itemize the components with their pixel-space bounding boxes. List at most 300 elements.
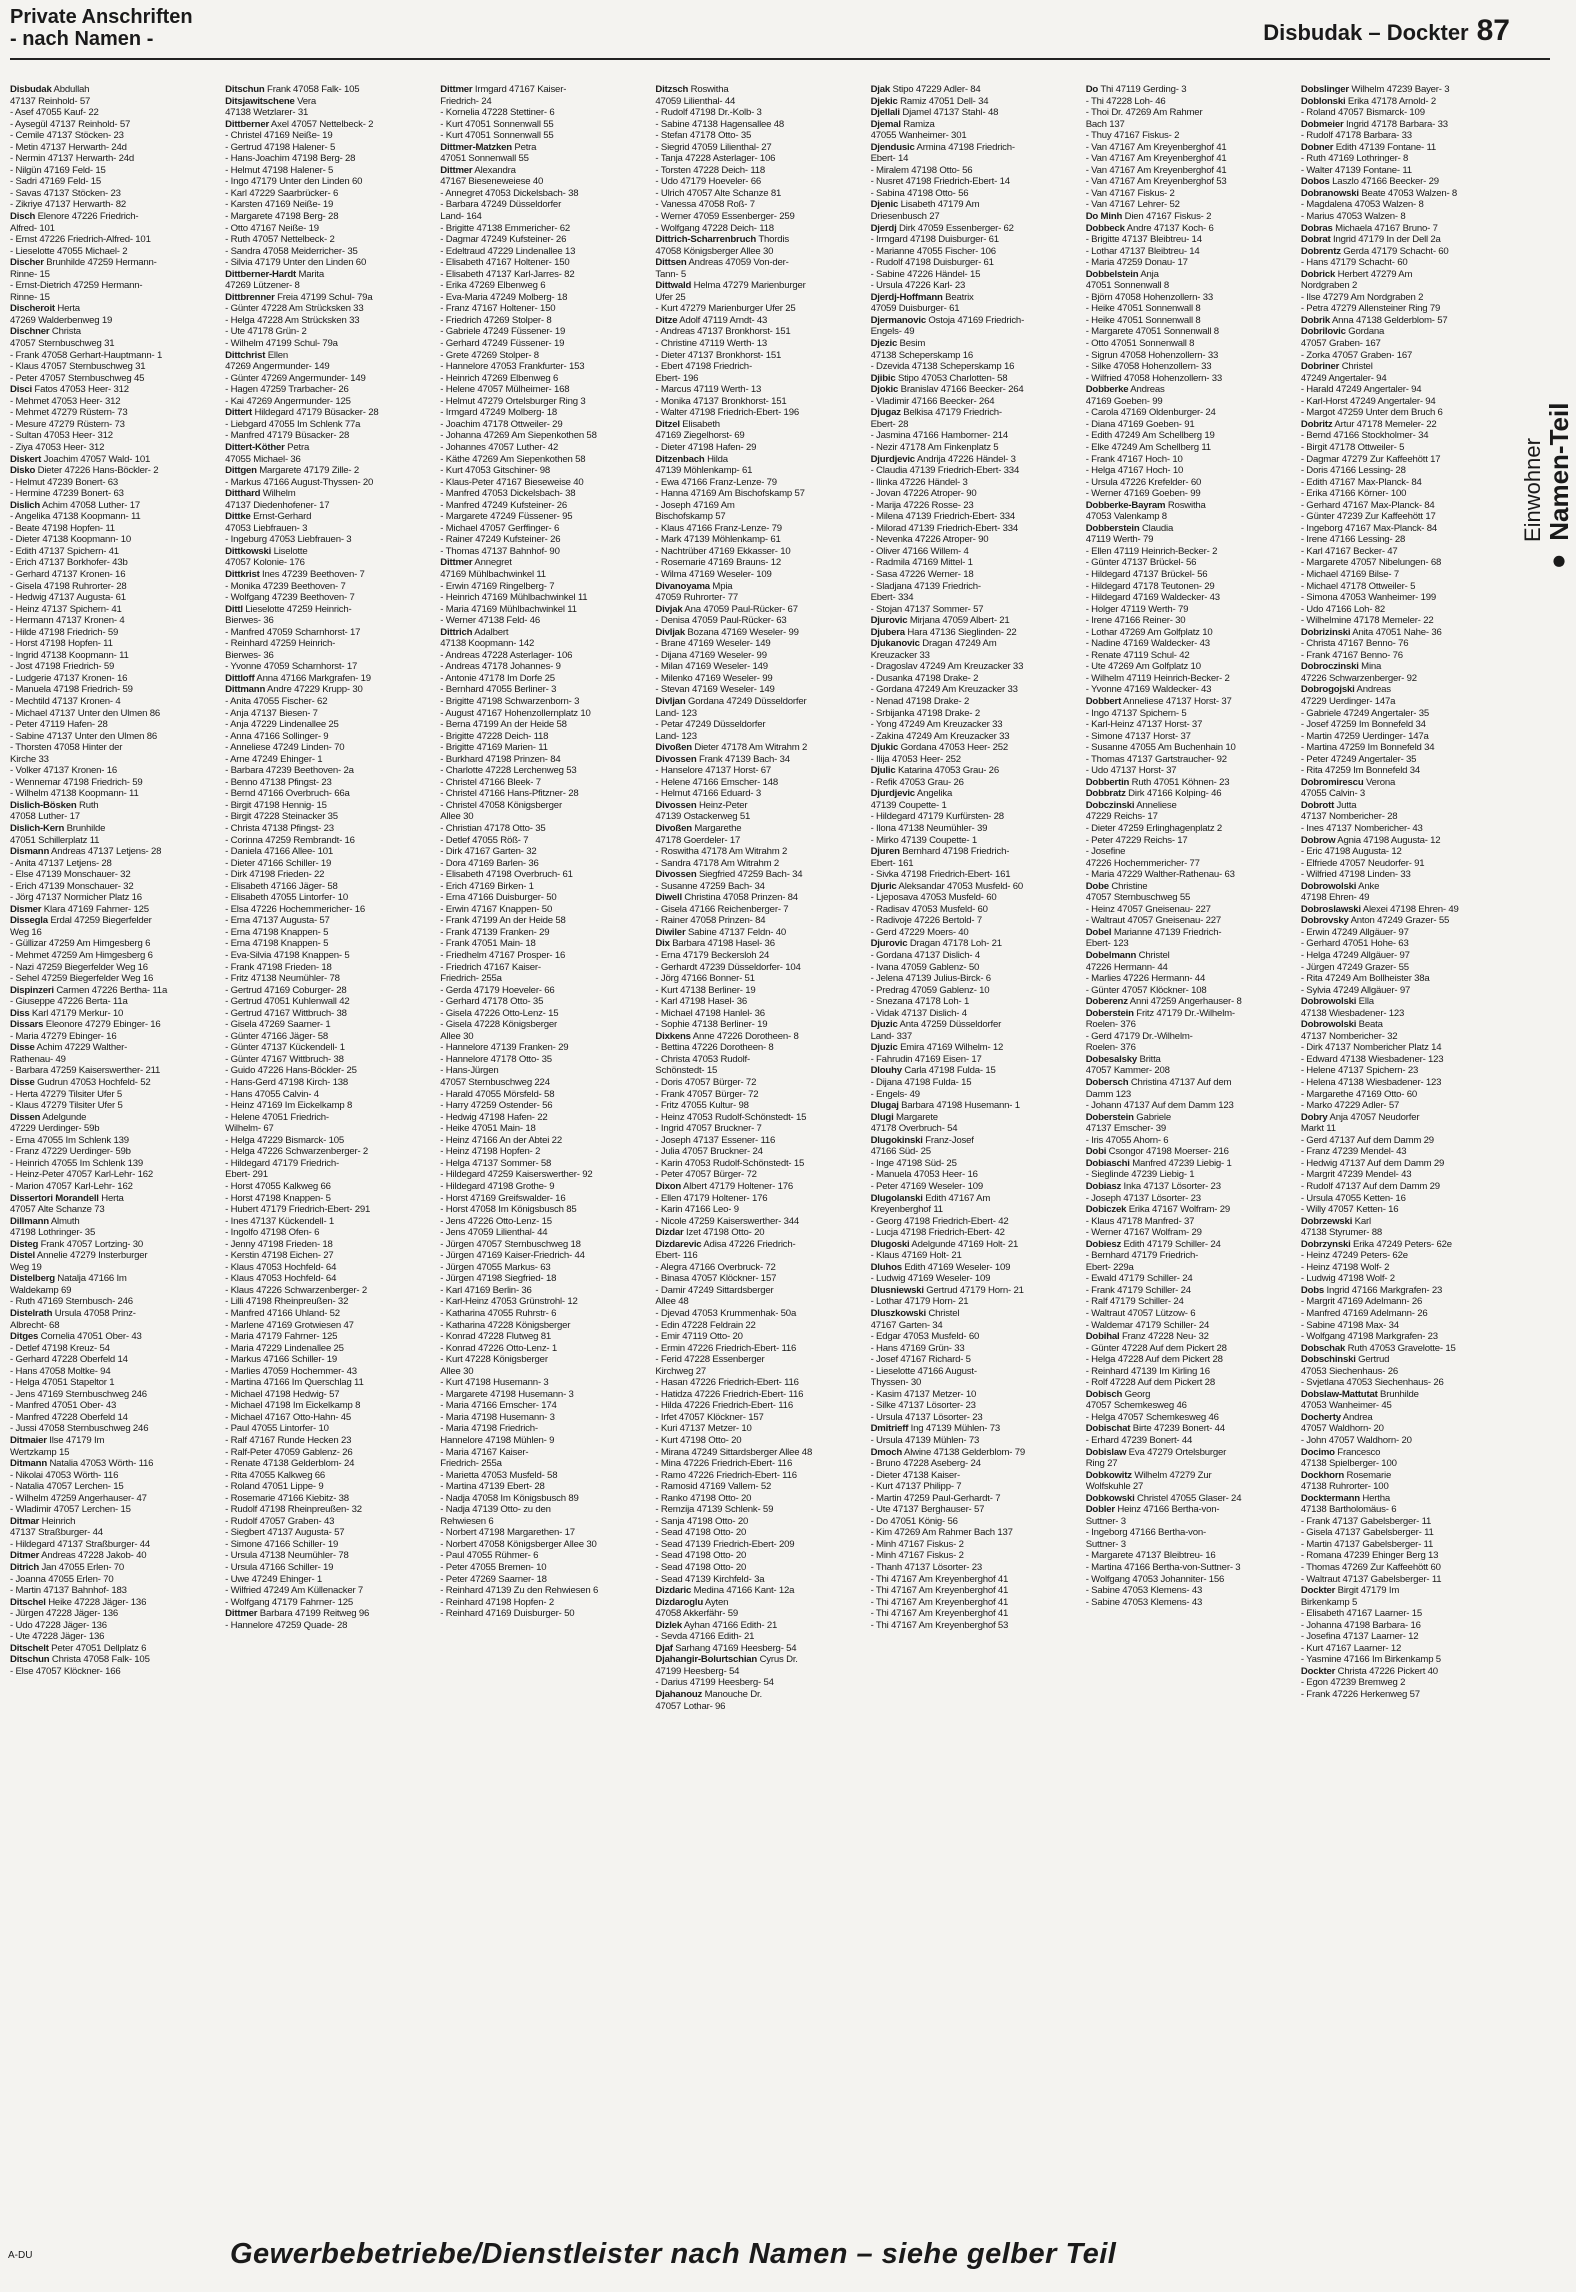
directory-entry: Diwell Christina 47058 Prinzen- 84 xyxy=(655,892,798,904)
directory-entry: Ebert- 14 xyxy=(870,153,909,165)
directory-entry: - Waltraut 47057 Gneisenau- 227 xyxy=(1085,915,1222,927)
directory-entry: - Stojan 47137 Sommer- 57 xyxy=(870,603,984,615)
directory-entry: - Michael 47198 Hanlel- 36 xyxy=(655,1007,765,1019)
directory-entry: - Käthe 47269 Am Siepenkothen 58 xyxy=(440,453,586,465)
directory-entry: - Ursula 47055 Ketten- 16 xyxy=(1300,1192,1406,1204)
directory-entry: - Van 47167 Am Kreyenberghof 53 xyxy=(1085,176,1227,188)
directory-entry: - Edith 47249 Am Schellberg 19 xyxy=(1085,430,1215,442)
directory-entry: Dispinzeri Carmen 47226 Bertha- 11a xyxy=(10,984,168,996)
directory-entry: 47269 Angermunder- 149 xyxy=(225,361,330,373)
directory-entry: - Gertrud 47198 Halener- 5 xyxy=(225,141,336,153)
directory-entry: - Manfred 47169 Adelmann- 26 xyxy=(1300,1307,1428,1319)
directory-entry: - Ebert 47198 Friedrich- xyxy=(655,361,752,373)
directory-entry: - Frank 47167 Hoch- 10 xyxy=(1085,453,1183,465)
page-header xyxy=(10,6,1550,60)
directory-entry: - Peter 47249 Angertaler- 35 xyxy=(1300,753,1417,765)
directory-entry: Djuzic Anta 47259 Düsseldorfer xyxy=(870,1019,1002,1031)
directory-entry: - Maria 47167 Kaiser- xyxy=(440,1446,529,1458)
directory-entry: - Ruth 47169 Sternbusch- 246 xyxy=(10,1296,133,1308)
directory-entry: - Berna 47199 An der Heide 58 xyxy=(440,719,567,731)
directory-entry: - Erna 47198 Knappen- 5 xyxy=(225,938,329,950)
directory-entry: - Helene 47051 Friedrich- xyxy=(225,1111,329,1123)
directory-entry: - Hans-Joachim 47198 Berg- 28 xyxy=(225,153,356,165)
directory-entry: Rinne- 15 xyxy=(10,291,50,303)
directory-entry: - Hermine 47239 Bonert- 63 xyxy=(10,488,124,500)
directory-entry: - Ellen 47119 Heinrich-Becker- 2 xyxy=(1085,545,1218,557)
directory-entry: Ditthard Wilhelm xyxy=(225,488,296,500)
directory-entry: - Predrag 47059 Gablenz- 10 xyxy=(870,984,990,996)
directory-entry: - Hilda 47226 Friedrich-Ebert- 116 xyxy=(655,1400,793,1412)
directory-entry: - Hermann 47137 Kronen- 4 xyxy=(10,615,125,627)
directory-entry: - Siegbert 47137 Augusta- 57 xyxy=(225,1527,345,1539)
directory-entry: Djellali Djamel 47137 Stahl- 48 xyxy=(870,107,999,119)
directory-entry: Djekic Ramiz 47051 Dell- 34 xyxy=(870,95,989,107)
directory-entry: - Martina 47166 Bertha-von-Suttner- 3 xyxy=(1085,1562,1241,1573)
directory-entry: - Margarete 47249 Füssener- 95 xyxy=(440,511,573,523)
directory-entry: 47138 Koopmann- 142 xyxy=(440,638,535,650)
directory-entry: Dobriner Christel xyxy=(1300,361,1373,373)
directory-entry: - Van 47167 Am Kreyenberghof 41 xyxy=(1085,164,1227,176)
directory-entry: - Jürgen 47055 Markus- 63 xyxy=(440,1261,551,1273)
directory-entry: - Gordana 47137 Dislich- 4 xyxy=(870,950,981,962)
directory-entry: - Gerd 47179 Dr.-Wilhelm- xyxy=(1085,1030,1193,1042)
directory-entry: - Engels- 49 xyxy=(870,1088,920,1100)
directory-entry: Dobrzynski Erika 47249 Peters- 62e xyxy=(1300,1238,1452,1250)
directory-entry: Dittrich Adalbert xyxy=(440,626,509,638)
directory-entry: - Margot 47259 Unter dem Bruch 6 xyxy=(1300,407,1443,419)
directory-entry: - Thomas 47137 Bahnhof- 90 xyxy=(440,545,560,557)
directory-entry: Dobrilovic Gordana xyxy=(1300,326,1385,338)
directory-entry: - Lothar 47179 Horn- 21 xyxy=(870,1296,969,1308)
directory-entry: Dittmer Irmgard 47167 Kaiser- xyxy=(440,84,567,95)
directory-entry: Hannelore 47198 Mühlen- 9 xyxy=(440,1434,555,1446)
directory-entry: - Jens 47059 Lilienthal- 44 xyxy=(440,1227,548,1239)
directory-entry: 47119 Werth- 79 xyxy=(1085,534,1154,546)
directory-entry: 47229 Reichs- 17 xyxy=(1085,811,1158,823)
directory-entry: - Ute 47269 Am Golfplatz 10 xyxy=(1085,661,1201,673)
directory-entry: Dockter Birgit 47179 Im xyxy=(1300,1585,1400,1597)
directory-entry: Dischner Christa xyxy=(10,326,81,338)
directory-entry: - Erna 47055 Im Schlenk 139 xyxy=(10,1134,129,1146)
directory-entry: - Lieselotte 47166 August- xyxy=(870,1365,977,1377)
directory-entry: - Helene 47137 Spichern- 23 xyxy=(1300,1065,1419,1077)
directory-entry: Land- 164 xyxy=(440,211,482,223)
directory-entry: - Kurt 47198 Otto- 20 xyxy=(655,1434,742,1446)
directory-entry: - Erich 47139 Monschauer- 32 xyxy=(10,880,134,892)
directory-entry: - Svjetlana 47053 Siechenhaus- 26 xyxy=(1300,1377,1444,1389)
directory-entry: - Friedhelm 47167 Prosper- 16 xyxy=(440,950,566,962)
directory-entry: - Peter 47169 Weseler- 109 xyxy=(870,1180,984,1192)
directory-entry: - Erna 47137 Augusta- 57 xyxy=(225,915,330,927)
directory-entry: - Susanne 47055 Am Buchenhain 10 xyxy=(1085,742,1236,754)
directory-entry: - Hildegard 47179 Friedrich- xyxy=(225,1157,339,1169)
directory-entry: - Werner 47169 Goeben- 99 xyxy=(1085,488,1201,500)
directory-entry: 47057 Schemkesweg 46 xyxy=(1085,1400,1187,1412)
directory-entry: Do Minh Dien 47167 Fiskus- 2 xyxy=(1085,211,1212,223)
directory-entry: - Savas 47137 Stöcken- 23 xyxy=(10,187,121,199)
directory-entry: - Wilhelm 47119 Heinrich-Becker- 2 xyxy=(1085,672,1230,684)
directory-entry: - Marianne 47055 Fischer- 106 xyxy=(870,245,996,257)
directory-entry: Dittl Lieselotte 47259 Heinrich- xyxy=(225,603,352,615)
directory-entry: - Vladimir 47166 Beecker- 264 xyxy=(870,395,995,407)
directory-entry: - Reinhard 47169 Duisburger- 50 xyxy=(440,1608,575,1620)
directory-entry: - Konrad 47228 Flutweg 81 xyxy=(440,1331,552,1343)
directory-entry: - Gerhard 47167 Max-Planck- 84 xyxy=(1300,499,1435,511)
directory-entry: - Silke 47137 Lösorter- 23 xyxy=(870,1400,976,1412)
directory-entry: - Ursula 47226 Krefelder- 60 xyxy=(1085,476,1202,488)
directory-entry: - Anita 47137 Letjens- 28 xyxy=(10,857,112,869)
directory-entry: Rehwiesen 6 xyxy=(440,1515,494,1527)
directory-entry: Dizdaroglu Ayten xyxy=(655,1596,729,1608)
directory-entry: 47053 Siechenhaus- 26 xyxy=(1300,1365,1398,1377)
directory-entry: - Brigitte 47198 Schwarzenborn- 3 xyxy=(440,695,580,707)
directory-entry: - Bernd 47166 Overbruch- 66a xyxy=(225,788,350,800)
directory-entry: Ditzenbach Hilda xyxy=(655,453,728,465)
directory-entry: Diskert Joachim 47057 Wald- 101 xyxy=(10,453,151,465)
directory-entry: 47167 Bieseneweiese 40 xyxy=(440,176,544,188)
directory-entry: - Aysegül 47137 Reinhold- 57 xyxy=(10,118,131,130)
directory-entry: - Reinhard 47198 Hopfen- 2 xyxy=(440,1596,555,1608)
directory-entry: - Kuri 47137 Metzer- 10 xyxy=(655,1423,752,1435)
directory-entry: - Margarethe 47169 Otto- 60 xyxy=(1300,1088,1418,1100)
directory-entry: - Zakina 47249 Am Kreuzacker 33 xyxy=(870,730,1010,742)
directory-entry: Albrecht- 68 xyxy=(10,1319,60,1331)
directory-entry: Dlugolanski Edith 47167 Am xyxy=(870,1192,991,1204)
directory-entry: 47057 Waldhorn- 20 xyxy=(1300,1423,1384,1435)
directory-entry: - Silvia 47179 Unter den Linden 60 xyxy=(225,257,367,269)
directory-entry: - Michael 47137 Unter den Ulmen 86 xyxy=(10,707,160,719)
directory-entry: - Ilona 47138 Neumühler- 39 xyxy=(870,823,988,834)
directory-entry: - Do 47051 König- 56 xyxy=(870,1515,958,1527)
directory-entry: - Jürgen 47169 Kaiser-Friedrich- 44 xyxy=(440,1250,585,1262)
directory-entry: 47226 Hermann- 44 xyxy=(1085,961,1168,973)
directory-entry: - Christa 47053 Rudolf- xyxy=(655,1053,751,1065)
directory-entry: 47178 Goerdeler- 17 xyxy=(655,834,741,846)
directory-entry: - Jasmina 47166 Hamborner- 214 xyxy=(870,430,1009,442)
directory-entry: Land- 123 xyxy=(655,730,697,742)
directory-entry: - Horst 47198 Knappen- 5 xyxy=(225,1192,331,1204)
directory-entry: - Sivka 47198 Friedrich-Ebert- 161 xyxy=(870,869,1011,881)
directory-entry: - Dirk 47167 Garten- 32 xyxy=(440,846,537,858)
directory-entry: - Christel 47058 Königsberger xyxy=(440,799,562,811)
directory-entry: - Rudolf 47198 Dr.-Kolb- 3 xyxy=(655,107,762,119)
directory-entry: - Hildegard 47178 Teutonen- 29 xyxy=(1085,580,1215,592)
directory-entry: - Horst 47058 Im Königsbusch 85 xyxy=(440,1204,577,1216)
directory-entry: - Refik 47053 Grau- 26 xyxy=(870,776,964,788)
directory-entry: Dittmer Barbara 47199 Reitweg 96 xyxy=(225,1608,370,1620)
directory-entry: Dobrzewski Karl xyxy=(1300,1215,1371,1227)
directory-entry: - Liebgard 47055 Im Schlenk 77a xyxy=(225,418,361,430)
directory-entry: Dobrowolski Anke xyxy=(1300,880,1380,892)
directory-entry: - Ursula 47138 Neumühler- 78 xyxy=(225,1550,349,1562)
directory-entry: - Friedrich 47269 Stolper- 8 xyxy=(440,314,552,326)
directory-entry: 47057 Sternbuschweg 224 xyxy=(440,1077,550,1089)
directory-entry: - Lieselotte 47055 Michael- 2 xyxy=(10,245,128,257)
directory-entry: - Lothar 47269 Am Golfplatz 10 xyxy=(1085,626,1213,638)
directory-entry: - Margarete 47198 Husemann- 3 xyxy=(440,1388,574,1400)
directory-entry: - Hildegard 47137 Straßburger- 44 xyxy=(10,1538,151,1550)
directory-entry: Djuren Bernhard 47198 Friedrich- xyxy=(870,846,1010,858)
directory-entry: - Holger 47119 Werth- 79 xyxy=(1085,603,1189,615)
directory-entry: Divljan Gordana 47249 Düsseldorfer xyxy=(655,695,807,707)
directory-entry: - Gerhard 47228 Oberfeld 14 xyxy=(10,1354,128,1366)
directory-entry: - Ramo 47226 Friedrich-Ebert- 116 xyxy=(655,1469,797,1481)
directory-entry: Ufer 25 xyxy=(655,291,686,303)
directory-entry: - Margarete 47051 Sonnenwall 8 xyxy=(1085,326,1219,338)
directory-entry: Driesenbusch 27 xyxy=(870,211,940,223)
directory-entry: - Hannelore 47259 Quade- 28 xyxy=(225,1619,348,1631)
directory-entry: - Erwin 47167 Knappen- 50 xyxy=(440,903,553,915)
directory-entry: - Susanne 47259 Bach- 34 xyxy=(655,880,765,892)
directory-entry: - Anna 47166 Sollinger- 9 xyxy=(225,730,329,742)
directory-entry: - Gerhard 47137 Kronen- 16 xyxy=(10,568,126,580)
directory-entry: - Elsa 47226 Hochemmericher- 16 xyxy=(225,903,366,915)
directory-entry: - Erich 47137 Borkhofer- 43b xyxy=(10,557,128,569)
directory-entry: - Güllizar 47259 Am Himgesberg 6 xyxy=(10,938,151,950)
directory-entry: - Norbert 47198 Margarethen- 17 xyxy=(440,1527,575,1539)
directory-entry: - Frank 47179 Schiller- 24 xyxy=(1085,1284,1191,1296)
directory-entry: - Rudolf 47057 Graben- 43 xyxy=(225,1515,335,1527)
directory-entry: - Ingolfo 47198 Ofen- 6 xyxy=(225,1227,320,1239)
directory-entry: Dobromirescu Verona xyxy=(1300,776,1396,788)
directory-entry: - Michael 47057 Gerffinger- 6 xyxy=(440,522,560,534)
directory-entry: - Kim 47269 Am Rahmer Bach 137 xyxy=(870,1527,1013,1539)
directory-entry: Dlugi Margarete xyxy=(870,1111,938,1123)
directory-entry: Dittbrenner Freia 47199 Schul- 79a xyxy=(225,291,373,303)
directory-entry: - Volker 47137 Kronen- 16 xyxy=(10,765,118,777)
directory-entry: Dobel Marianne 47139 Friedrich- xyxy=(1085,926,1222,938)
directory-entry: - Ludgerie 47137 Kronen- 16 xyxy=(10,672,128,684)
directory-entry: 47178 Overbruch- 54 xyxy=(870,1123,958,1135)
directory-entry: - Ute 47178 Grün- 2 xyxy=(225,326,307,338)
directory-entry: - Gisela 47226 Otto-Lenz- 15 xyxy=(440,1007,559,1019)
directory-entry: - Margarete 47057 Nibelungen- 68 xyxy=(1300,557,1442,569)
directory-entry: - Karl 47169 Berlin- 36 xyxy=(440,1284,532,1296)
directory-entry: Ebert- 229a xyxy=(1085,1261,1134,1273)
directory-entry: - Mehmet 47279 Rüstern- 73 xyxy=(10,407,128,419)
directory-entry: - Nusret 47198 Friedrich-Ebert- 14 xyxy=(870,176,1010,188)
directory-entry: - Jenny 47198 Frieden- 18 xyxy=(225,1238,333,1250)
directory-entry: Dobi Csongor 47198 Moerser- 216 xyxy=(1085,1146,1229,1158)
directory-entry: - Waldemar 47179 Schiller- 24 xyxy=(1085,1319,1210,1331)
directory-entry: 47053 Liebfrauen- 3 xyxy=(225,522,308,534)
directory-entry: - Ute 47228 Jäger- 136 xyxy=(10,1631,105,1643)
directory-entry: - Karsten 47169 Neiße- 19 xyxy=(225,199,334,211)
directory-entry: - Marlies 47226 Hermann- 44 xyxy=(1085,973,1206,985)
directory-entry: - Waltraut 47057 Lützow- 6 xyxy=(1085,1307,1196,1319)
directory-entry: 47138 Wiesbadener- 123 xyxy=(1300,1007,1405,1019)
directory-entry: - Gerhard 47249 Füssener- 19 xyxy=(440,338,565,350)
directory-entry: - Helene 47057 Mülheimer- 168 xyxy=(440,384,570,396)
directory-entry: - Dragoslav 47249 Am Kreuzacker 33 xyxy=(870,661,1024,673)
directory-entry: - Hans 47055 Calvin- 4 xyxy=(225,1088,319,1100)
directory-entry: 47059 Lilienthal- 44 xyxy=(655,95,736,107)
directory-entry: Ebert- 196 xyxy=(655,372,699,384)
directory-entry: - Diana 47169 Goeben- 91 xyxy=(1085,418,1195,430)
directory-entry: Ditsjawitschene Vera xyxy=(225,95,317,107)
directory-entry: - Ursula 47139 Mühlen- 73 xyxy=(870,1434,980,1446)
directory-entry: - Ruth 47057 Nettelbeck- 2 xyxy=(225,234,335,246)
directory-entry: Dislich-Bösken Ruth xyxy=(10,799,99,811)
directory-entry: Dobiesz Edith 47179 Schiller- 24 xyxy=(1085,1238,1221,1250)
directory-entry: Dobroczinski Mina xyxy=(1300,661,1382,673)
directory-entry: - Manfred 47228 Oberfeld 14 xyxy=(10,1411,128,1423)
directory-entry: - Horst 47169 Greifswalder- 16 xyxy=(440,1192,566,1204)
directory-entry: - Margrit 47169 Adelmann- 26 xyxy=(1300,1296,1423,1308)
directory-entry: Dittmann Andre 47229 Krupp- 30 xyxy=(225,684,363,696)
directory-entry: - Manuela 47198 Friedrich- 59 xyxy=(10,684,133,696)
directory-entry: Dobritz Artur 47178 Memeler- 22 xyxy=(1300,418,1437,430)
directory-entry: - Sladjana 47139 Friedrich- xyxy=(870,580,981,592)
directory-entry: Dismer Klara 47169 Fahrner- 125 xyxy=(10,903,149,915)
directory-entry: - Nenad 47198 Drake- 2 xyxy=(870,695,970,707)
directory-entry: 47058 Akkerfähr- 59 xyxy=(655,1608,739,1620)
directory-entry: - Elisabeth 47167 Laarner- 15 xyxy=(1300,1608,1422,1620)
directory-entry: - Elisabeth 47055 Lintorfer- 10 xyxy=(225,892,349,904)
directory-entry: - Kurt 47138 Berliner- 19 xyxy=(655,984,756,996)
directory-entry: - Peter 47057 Bürger- 72 xyxy=(655,1169,757,1181)
directory-entry: - Frank 47226 Herkenweg 57 xyxy=(1300,1689,1420,1701)
directory-entry: Dittloff Anna 47166 Markgrafen- 19 xyxy=(225,672,371,684)
directory-entry: - Nevenka 47226 Atroper- 90 xyxy=(870,534,989,546)
directory-entry: Dlouhy Carla 47198 Fulda- 15 xyxy=(870,1065,996,1077)
directory-entry: Ditmann Natalia 47053 Wörth- 116 xyxy=(10,1458,154,1470)
directory-entry: - Sehel 47259 Biegerfelder Weg 16 xyxy=(10,973,154,985)
directory-entry: Dizlek Ayhan 47166 Edith- 21 xyxy=(655,1619,778,1631)
directory-entry: Dobs Ingrid 47166 Markgrafen- 23 xyxy=(1300,1284,1443,1296)
directory-entry: - Wilma 47169 Weseler- 109 xyxy=(655,568,772,580)
directory-entry: - Gisela 47137 Gabelsberger- 11 xyxy=(1300,1527,1434,1539)
directory-entry: - Anneliese 47249 Linden- 70 xyxy=(225,742,345,754)
directory-entry: - Hildegard 47259 Kaiserswerther- 92 xyxy=(440,1169,593,1181)
directory-entry: - Martina 47259 Im Bonnefeld 34 xyxy=(1300,742,1435,754)
directory-entry: - Katharina 47228 Königsberger xyxy=(440,1319,571,1331)
directory-entry: - Ursula 47137 Lösorter- 23 xyxy=(870,1411,983,1423)
directory-entry: 47137 Nombericher- 32 xyxy=(1300,1030,1398,1042)
directory-entry: - Marion 47057 Karl-Lehr- 162 xyxy=(10,1180,133,1192)
directory-entry: - Ursula 47226 Karl- 23 xyxy=(870,280,966,292)
directory-entry: - Rita 47249 Am Bollheister 38a xyxy=(1300,973,1430,985)
directory-entry: - Georg 47198 Friedrich-Ebert- 42 xyxy=(870,1215,1009,1227)
directory-entry: Nordgraben 2 xyxy=(1300,280,1358,292)
directory-entry: - Udo 47179 Hoeveler- 66 xyxy=(655,176,762,188)
directory-entry: - Peter 47057 Sternbuschweg 45 xyxy=(10,372,145,384)
directory-entry: 47138 Spielberger- 100 xyxy=(1300,1458,1397,1470)
directory-entry: - Willy 47057 Ketten- 16 xyxy=(1300,1204,1399,1216)
directory-entry: - Johanna 47269 Am Siepenkothen 58 xyxy=(440,430,597,442)
directory-entry: 47137 Nombericher- 28 xyxy=(1300,811,1398,823)
directory-entry: - Erwin 47249 Allgäuer- 97 xyxy=(1300,926,1409,938)
directory-entry: - Hagen 47259 Trarbacher- 26 xyxy=(225,384,349,396)
directory-entry: Allee 30 xyxy=(440,1030,474,1042)
directory-entry: Dobiczek Erika 47167 Wolfram- 29 xyxy=(1085,1204,1231,1216)
directory-entry: - Günter 47228 Am Strücksken 33 xyxy=(225,303,364,315)
directory-entry: - Wolfgang 47179 Fahrner- 125 xyxy=(225,1596,354,1608)
directory-entry: - Heinz-Peter 47057 Karl-Lehr- 162 xyxy=(10,1169,154,1181)
directory-entry: - Klaus 47178 Manfred- 37 xyxy=(1085,1215,1195,1227)
directory-entry: - Horst 47198 Hopfen- 11 xyxy=(10,638,113,650)
directory-entry: - Maria 47198 Husemann- 3 xyxy=(440,1411,555,1423)
directory-entry: - Lucja 47198 Friedrich-Ebert- 42 xyxy=(870,1227,1005,1239)
directory-entry: - Romana 47239 Ehinger Berg 13 xyxy=(1300,1550,1439,1562)
directory-entry: - Jelena 47139 Julius-Birck- 6 xyxy=(870,973,991,985)
directory-entry: 47057 Graben- 167 xyxy=(1300,338,1381,350)
directory-entry: - Paul 47055 Lintorfer- 10 xyxy=(225,1423,329,1435)
directory-entry: - Christa 47138 Pfingst- 23 xyxy=(225,823,334,834)
directory-entry: 47055 Wanheimer- 301 xyxy=(870,130,967,142)
directory-entry: Djaf Sarhang 47169 Heesberg- 54 xyxy=(655,1642,797,1654)
directory-entry: - Alegra 47166 Overbruck- 72 xyxy=(655,1261,776,1273)
directory-entry: - Edin 47228 Feldrain 22 xyxy=(655,1319,756,1331)
directory-entry: - Maria 47279 Ebinger- 16 xyxy=(10,1030,117,1042)
directory-entry: - Heinz 47249 Peters- 62e xyxy=(1300,1250,1408,1262)
directory-entry: - Brigitte 47138 Emmericher- 62 xyxy=(440,222,571,234)
directory-entry: 47229 Uerdinger- 147a xyxy=(1300,695,1396,707)
directory-entry: - Monika 47137 Bronkhorst- 151 xyxy=(655,395,787,407)
directory-entry: Dobberke-Bayram Roswitha xyxy=(1085,499,1206,511)
directory-entry: - Mirana 47249 Sittardsberger Allee 48 xyxy=(655,1446,813,1458)
directory-entry: - Renate 47138 Gelderblom- 24 xyxy=(225,1458,355,1470)
directory-entry: - Friedrich 47167 Kaiser- xyxy=(440,961,541,973)
directory-entry: - Doris 47057 Bürger- 72 xyxy=(655,1077,757,1089)
directory-entry: - Yvonne 47059 Scharnhorst- 17 xyxy=(225,661,358,673)
directory-entry: Ditschel Heike 47228 Jäger- 136 xyxy=(10,1596,147,1608)
directory-entry: - Hildegard 47169 Waldecker- 43 xyxy=(1085,592,1220,604)
directory-entry: - Birgit 47198 Hennig- 15 xyxy=(225,799,327,811)
directory-entry: Dobner Edith 47139 Fontane- 11 xyxy=(1300,141,1436,153)
directory-entry: - Ingrid 47057 Bruckner- 7 xyxy=(655,1123,762,1135)
directory-entry: - Marietta 47053 Musfeld- 58 xyxy=(440,1469,558,1481)
directory-entry: - Detlef 47055 Röß- 7 xyxy=(440,834,529,846)
directory-entry: - Wilhelm 47259 Angerhauser- 47 xyxy=(10,1492,147,1504)
directory-entry: - Johannes 47057 Luther- 42 xyxy=(440,441,559,453)
directory-entry: Dobiaschi Manfred 47239 Liebig- 1 xyxy=(1085,1157,1232,1169)
directory-entry: - Helga 47226 Schwarzenberger- 2 xyxy=(225,1146,369,1158)
directory-entry: Friedrich- 24 xyxy=(440,95,492,107)
directory-entry: - Edgar 47053 Musfeld- 60 xyxy=(870,1331,980,1343)
directory-column-6 xyxy=(1086,84,1295,2212)
directory-entry: - Ranko 47198 Otto- 20 xyxy=(655,1492,752,1504)
directory-entry: Dittrich-Scharrenbruch Thordis xyxy=(655,234,789,246)
directory-entry: - Joachim 47178 Ottweiler- 29 xyxy=(440,418,563,430)
directory-column-3 xyxy=(440,84,649,2212)
directory-entry: Distelberg Natalja 47166 Im xyxy=(10,1273,127,1285)
directory-entry: - Roswitha 47178 Am Witrahm 2 xyxy=(655,846,788,858)
directory-entry: - Nazi 47259 Biegerfelder Weg 16 xyxy=(10,961,148,973)
directory-entry: - Klaus 47226 Schwarzenberger- 2 xyxy=(225,1284,367,1296)
directory-entry: Docktermann Hertha xyxy=(1300,1492,1391,1504)
directory-entry: - Heinz 47169 Im Eickelkamp 8 xyxy=(225,1100,353,1112)
directory-entry: 47139 Möhlenkamp- 61 xyxy=(655,465,753,477)
directory-entry: Dismann Andreas 47137 Letjens- 28 xyxy=(10,846,162,858)
directory-entry: Roelen- 376 xyxy=(1085,1042,1136,1054)
directory-entry: Dobos Laszlo 47166 Beecker- 29 xyxy=(1300,176,1439,188)
directory-entry: Discheroit Herta xyxy=(10,303,80,315)
directory-entry: - Heinz 47053 Rudolf-Schönstedt- 15 xyxy=(655,1111,807,1123)
directory-entry: - Erich 47169 Birken- 1 xyxy=(440,880,534,892)
directory-entry: Dobiasz Inka 47137 Lösorter- 23 xyxy=(1085,1180,1221,1192)
directory-entry: 47249 Angertaler- 94 xyxy=(1300,372,1387,384)
directory-entry: 47269 Lützener- 8 xyxy=(225,280,300,292)
directory-entry: - Gabriele 47249 Angertaler- 35 xyxy=(1300,707,1430,719)
directory-entry: - Gertrud 47051 Kuhlenwall 42 xyxy=(225,996,350,1008)
directory-entry: - Sieglinde 47239 Liebig- 1 xyxy=(1085,1169,1195,1181)
directory-entry: Disko Dieter 47226 Hans-Böckler- 2 xyxy=(10,465,159,477)
directory-entry: 47051 Sonnenwall 55 xyxy=(440,153,529,165)
directory-entry: - Sandra 47178 Am Witrahm 2 xyxy=(655,857,780,869)
directory-entry: Dixkens Anne 47226 Dorotheen- 8 xyxy=(655,1030,799,1042)
directory-entry: Dobras Michaela 47167 Bruno- 7 xyxy=(1300,222,1438,234)
